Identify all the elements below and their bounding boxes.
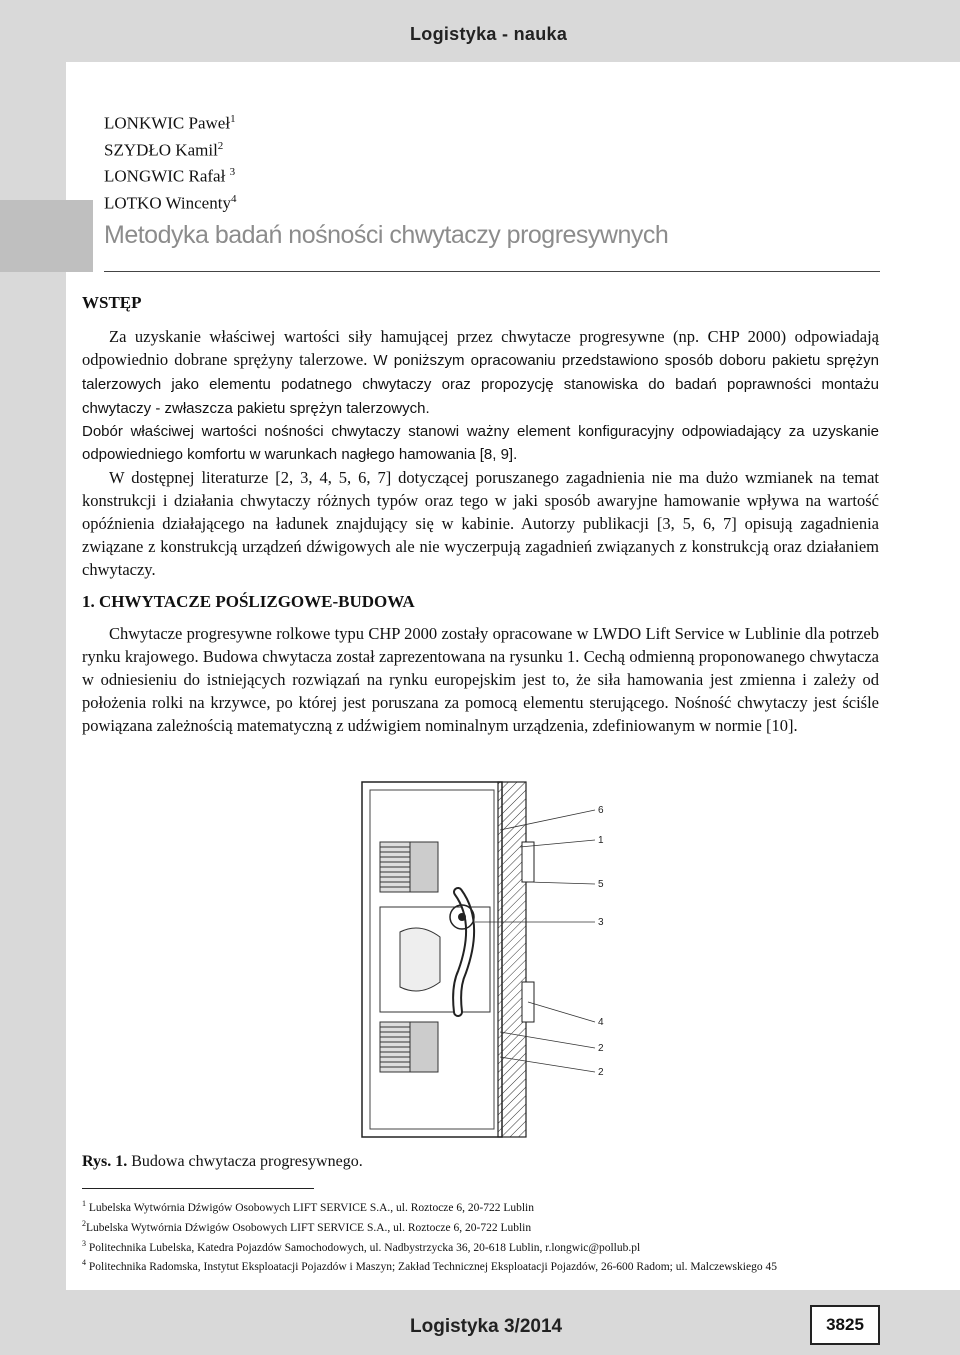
figure-label-3: 3 bbox=[598, 917, 604, 928]
author-list bbox=[104, 108, 236, 215]
paper-title: Metodyka badań nośności chwytaczy progresywnych bbox=[104, 221, 669, 249]
section-1-body bbox=[82, 622, 879, 737]
author-1: LONKWIC Paweł$^1$ bbox=[104, 113, 236, 133]
footnote-3: $^3$ Politechnika Lubelska, Katedra Pojazdów Samochodowych, ul. Nadbystrzycka 36, 20-618 Lublin, r.longwic@pollub.pl bbox=[82, 1238, 641, 1254]
footnote-1: $^1$ Lubelska Wytwórnia Dźwigów Osobowych LIFT SERVICE S.A., ul. Roztocze 6, 20-722 Lublin bbox=[82, 1199, 535, 1214]
figure-label-6: 6 bbox=[598, 805, 604, 816]
figure-label-2b: 2 bbox=[598, 1067, 604, 1078]
title-accent-block bbox=[0, 200, 93, 272]
section-1-heading: 1. CHWYTACZE POŚLIZGOWE-BUDOWA bbox=[82, 592, 415, 611]
intro-body bbox=[82, 325, 879, 581]
journal-header: Logistyka - nauka bbox=[410, 24, 568, 44]
figure-label-2a: 2 bbox=[598, 1043, 604, 1054]
page-number: 3825 bbox=[810, 1305, 880, 1345]
title-divider bbox=[104, 271, 880, 272]
intro-paragraph-2: Dobór właściwej wartości nośności chwytaczy stanowi ważny element konfiguracyjny odpowiadający za uzyskanie odpowiedniego komfortu w warunkach nagłego hamowania [8, 9]. bbox=[82, 423, 879, 463]
footnotes bbox=[82, 1196, 882, 1275]
spring-top bbox=[380, 842, 438, 892]
intro-heading: WSTĘP bbox=[82, 293, 142, 312]
figure-label-1: 1 bbox=[598, 835, 604, 846]
spring-bottom bbox=[380, 1022, 438, 1072]
journal-footer: Logistyka 3/2014 bbox=[410, 1316, 563, 1337]
section-1-paragraph-1: Chwytacze progresywne rolkowe typu CHP 2000 zostały opracowane w LWDO Lift Service w Lublinie dla potrzeb rynku krajowego. Budowa chwytacza został zaprezentowana na rysunku 1. Cechą odmienną proponowanego chwytacza w odniesieniu do istniejących rozwiązań na rynku europejskim jest to, że siła hamowania jest zmienna i zależy od położenia rolki na krzywce, po której jest poruszana za pomocą elementu sterującego. Nośność chwytaczy jest ściśle powiązana zależnością matematyczną z udźwigiem nominalnym urządzenia, zdefiniowanym w normie [10]. bbox=[82, 624, 879, 735]
author-2: SZYDŁO Kamil$^2$ bbox=[104, 139, 224, 160]
intro-paragraph-1: Za uzyskanie właściwej wartości siły hamującej przez chwytacze progresywne (np. CHP 2000) odpowiadają odpowiednio dobrane sprężyny talerzowe. W poniższym opracowaniu przedstawiono sposób doboru pakietu sprężyn talerzowych jako elementu podatnego chwytaczy oraz propozycję stanowiska do badań poprawności montażu chwytaczy - zwłaszcza pakietu sprężyn talerzowych. bbox=[82, 327, 879, 417]
figure-label-5: 5 bbox=[598, 879, 604, 890]
figure-label-4: 4 bbox=[598, 1017, 604, 1028]
author-4: LOTKO Wincenty$^4$ bbox=[104, 192, 237, 213]
intro-paragraph-3: W dostępnej literaturze [2, 3, 4, 5, 6, 7] dotyczącej poruszanego zagadnienia nie ma dużo wzmianek na temat konstrukcji i działania chwytaczy różnych typów oraz tego w jaki sposób awaryjne hamowanie wpływa na wartość opóźnienia działającego na ładunek znajdujący się w kabinie. Autorzy publikacji [3, 5, 6, 7] opisują zagadnienia związane z konstrukcją urządzeń dźwigowych ale nie wyczerpują zagadnień związanych z konstrukcją oraz działaniem chwytaczy. bbox=[82, 468, 879, 579]
author-3: LONGWIC Rafał $^3$ bbox=[104, 166, 236, 186]
footnote-2: $^2$Lubelska Wytwórnia Dźwigów Osobowych LIFT SERVICE S.A., ul. Roztocze 6, 20-722 Lublin bbox=[82, 1218, 532, 1234]
figure-1-drawing bbox=[340, 772, 640, 1147]
figure-caption: Rys. 1. Budowa chwytacza progresywnego. bbox=[82, 1153, 363, 1170]
footnote-4: $^4$ Politechnika Radomska, Instytut Eksploatacji Pojazdów i Maszyn; Zakład Technicznej Eksploatacji Pojazdów, 26-600 Radom; ul. Malczewskiego 45 bbox=[82, 1258, 777, 1274]
footnote-divider bbox=[82, 1188, 314, 1189]
